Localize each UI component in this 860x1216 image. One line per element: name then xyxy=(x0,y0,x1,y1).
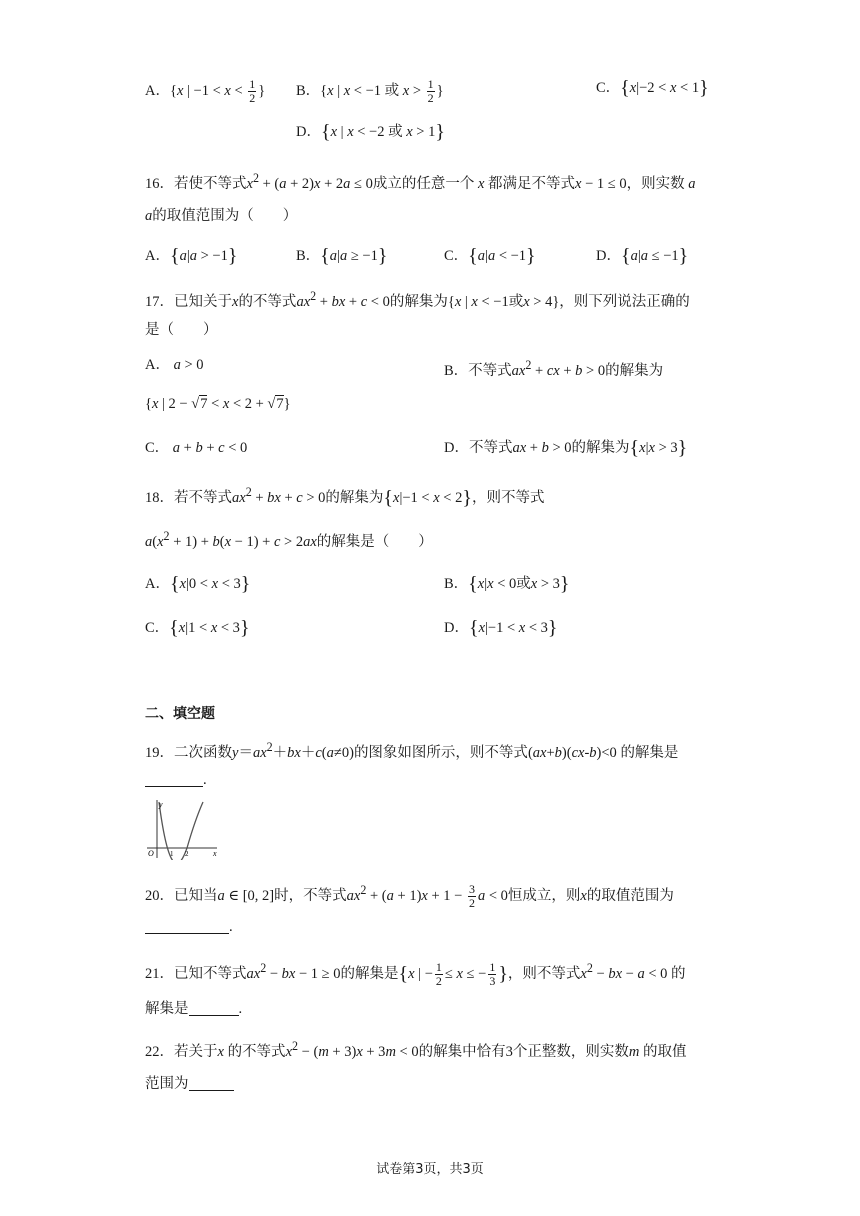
q15-option-a: A．{x | −1 < x < $\frac{1}{2}$ } xyxy=(145,77,266,105)
q19-parabola-graph xyxy=(145,798,221,860)
q15-option-b: B．{x | x < −1 或 x > $\frac{1}{2}$ } xyxy=(296,77,444,105)
graph-label-origin: O xyxy=(148,849,154,858)
q18-option-b: B．{x|x < 0或x > 3} xyxy=(444,573,570,595)
q20-stem: 20．已知当a ∈ [0, 2]时，不等式$ax^2 + (a + 1)x + 1$ − $\frac{3}{2}$ a < 0恒成立，则x的取值范围为 xyxy=(145,882,674,910)
graph-label-x: x xyxy=(213,849,217,858)
q16-option-c: C．{a|a < −1} xyxy=(444,245,536,267)
q17-option-b: B．不等式$ax^2$ + cx + b > 0的解集为 xyxy=(444,358,664,379)
q20-answer-blank: . xyxy=(145,917,233,937)
q17-option-a: A． a > 0 xyxy=(145,357,204,373)
q21-stem-line2: 解集是 . xyxy=(145,1001,243,1017)
q18-option-a: A．{x|0 < x < 3} xyxy=(145,573,251,595)
q22-stem-line2: 范围为 xyxy=(145,1074,234,1094)
q18-stem: 18．若不等式$ax^2$ + bx + c > 0的解集为{x|−1 < x < 2}，则不等式 xyxy=(145,485,545,509)
q15-option-c: C．{x|−2 < x < 1} xyxy=(596,77,709,99)
q21-stem: 21．已知不等式$ax^2$ − bx − 1 ≥ 0的解集是{x | − $\frac{1}{2}$ ≤ x ≤ − $\frac{1}{3}$ }，则不等式$x^2$ − bx − a < 0 的 xyxy=(145,960,686,988)
q16-stem: 16．若使不等式$x^2 + (a + 2)x + 2a \le 0$成立的任意一个 x 都满足不等式x − 1 ≤ 0，则实数 a xyxy=(145,171,696,192)
q18-stem-line2: $a(x^2 + 1) + b(x - 1) + c > 2ax$的解集是（ ） xyxy=(145,529,433,550)
section-heading: 二、填空题 xyxy=(145,706,215,722)
q19-stem: 19．二次函数$y=ax^2+bx+c(a\ne 0)$的图象如图所示，则不等式(ax+b)(cx-b)<0 的解集是 xyxy=(145,740,679,761)
q16-option-a: A．{a|a > −1} xyxy=(145,245,238,267)
graph-label-y: y xyxy=(159,800,163,809)
graph-label-2: 2 xyxy=(185,850,189,858)
q17-option-c: C． a + b + c < 0 xyxy=(145,440,248,456)
q16-option-b: B．{a|a ≥ −1} xyxy=(296,245,388,267)
q16-option-d: D．{a|a ≤ −1} xyxy=(596,245,689,267)
q17-option-d: D．不等式ax + b > 0的解集为{x|x > 3} xyxy=(444,437,688,459)
q17-stem-line2: 是（ ） xyxy=(145,322,218,338)
parabola-curve xyxy=(159,802,203,860)
q18-option-d: D．{x|−1 < x < 3} xyxy=(444,617,558,639)
q22-stem: 22．若关于x 的不等式$x^2 - (m + 3)x + 3m < 0$的解集中恰有3个正整数，则实数m 的取值 xyxy=(145,1039,687,1060)
q17-option-b-set: {x | 2 − √7 < x < 2 + √7} xyxy=(145,396,291,412)
graph-label-1: 1 xyxy=(170,850,174,858)
q16-stem-line2: a的取值范围为（ ） xyxy=(145,208,298,224)
q19-answer-blank: . xyxy=(145,770,207,790)
q17-stem: 17．已知关于x的不等式$ax^2$ + bx + c < 0的解集为{x | x < −1或x > 4}，则下列说法正确的 xyxy=(145,289,690,310)
q15-option-d: D．{x | x < −2 或 x > 1} xyxy=(296,121,445,143)
page-footer: 试卷第3页，共3页 xyxy=(376,1162,484,1177)
q18-option-c: C．{x|1 < x < 3} xyxy=(145,617,250,639)
